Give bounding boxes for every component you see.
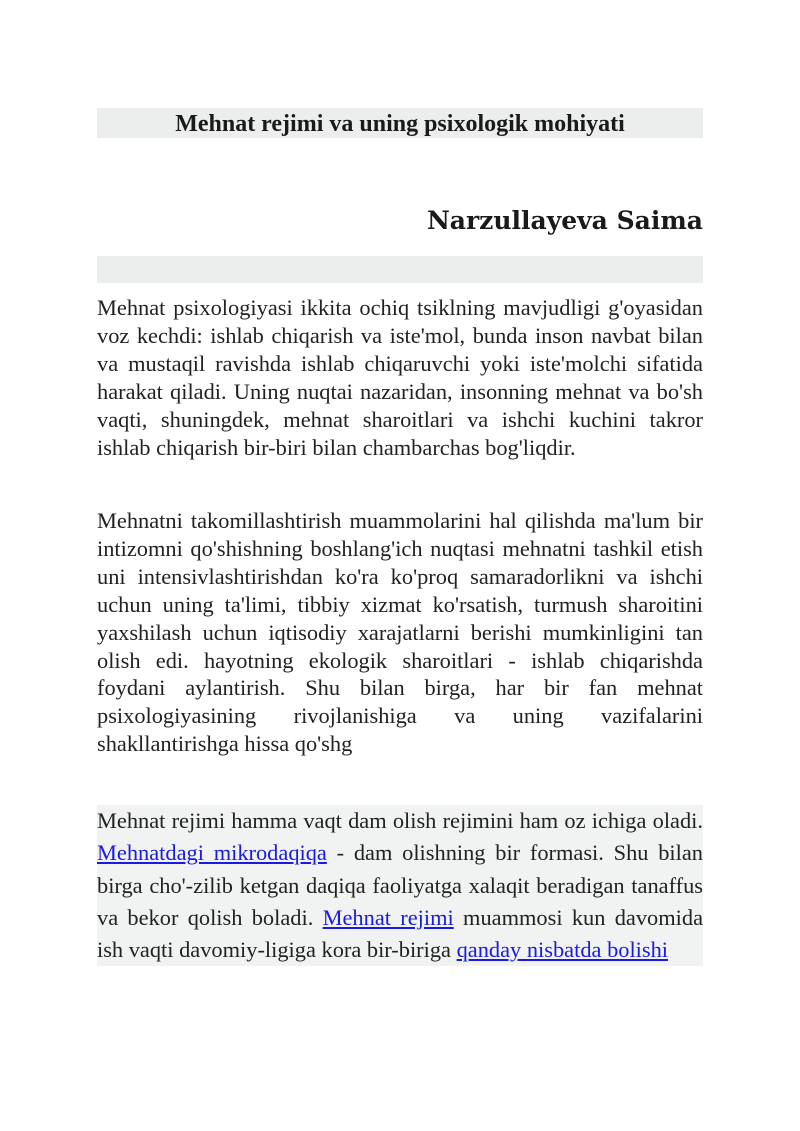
link-mehnat-rejimi[interactable]: Mehnat rejimi <box>322 904 454 930</box>
document-title: Mehnat rejimi va uning psixologik mohiyati <box>97 108 703 138</box>
paragraph-3-text-2: - dam olishning bir formasi. Shu bilan birga cho'-zilib ketgan daqiqa faoliyatga xalaqit beradigan tanaffus va bekor qolish boladi. <box>97 840 703 930</box>
paragraph-3-text-3: muammosi kun davomida ish vaqti davomiy-ligiga kora bir-biriga <box>97 904 704 963</box>
empty-highlight-band <box>97 256 703 283</box>
paragraph-2: Mehnatni takomillashtirish muammolarini hal qilishda ma'lum bir intizomni qo'shishning boshlang'ich nuqtasi mehnatni tashkil etish uni intensivlashtirishdan ko'ra ko'proq samaradorlikni va ishchi uchun uning ta'limi, tibbiy xizmat ko'rsatish, turmush sharoitini yaxshilash uchun iqtisodiy xarajatlarni berishi mumkinligini tan olish edi. hayotning ekologik sharoitlari - ishlab chiqarishda foydani aylantirish. Shu bilan birga, har bir fan mehnat psixologiyasining rivojlanishiga va uning vazifalarini shakllantirishga hissa qo'shg <box>97 508 703 757</box>
link-mehnatdagi-mikrodaqiqa[interactable]: Mehnatdagi mikrodaqiqa <box>97 840 327 866</box>
author-name: Narzullayeva Saima <box>426 206 703 235</box>
paragraph-3-text-1: Mehnat rejimi hamma vaqt dam olish rejimini ham oz ichiga oladi. <box>97 808 703 833</box>
paragraph-1: Mehnat psixologiyasi ikkita ochiq tsiklning mavjudligi g'oyasidan voz kechdi: ishlab chiqarish va iste'mol, bunda inson navbat bilan va mustaqil ravishda ishlab chiqaruvchi yoki iste'molchi sifatida harakat qiladi. Uning nuqtai nazaridan, insonning mehnat va bo'sh vaqti, shuningdek, mehnat sharoitlari va ishchi kuchini takror ishlab chiqarish bir-biri bilan chambarchas bog'liqdir. <box>97 295 703 460</box>
paragraph-3 <box>97 805 703 966</box>
link-qanday-nisbatda-bolishi[interactable]: qanday nisbatda bolishi <box>456 937 669 963</box>
